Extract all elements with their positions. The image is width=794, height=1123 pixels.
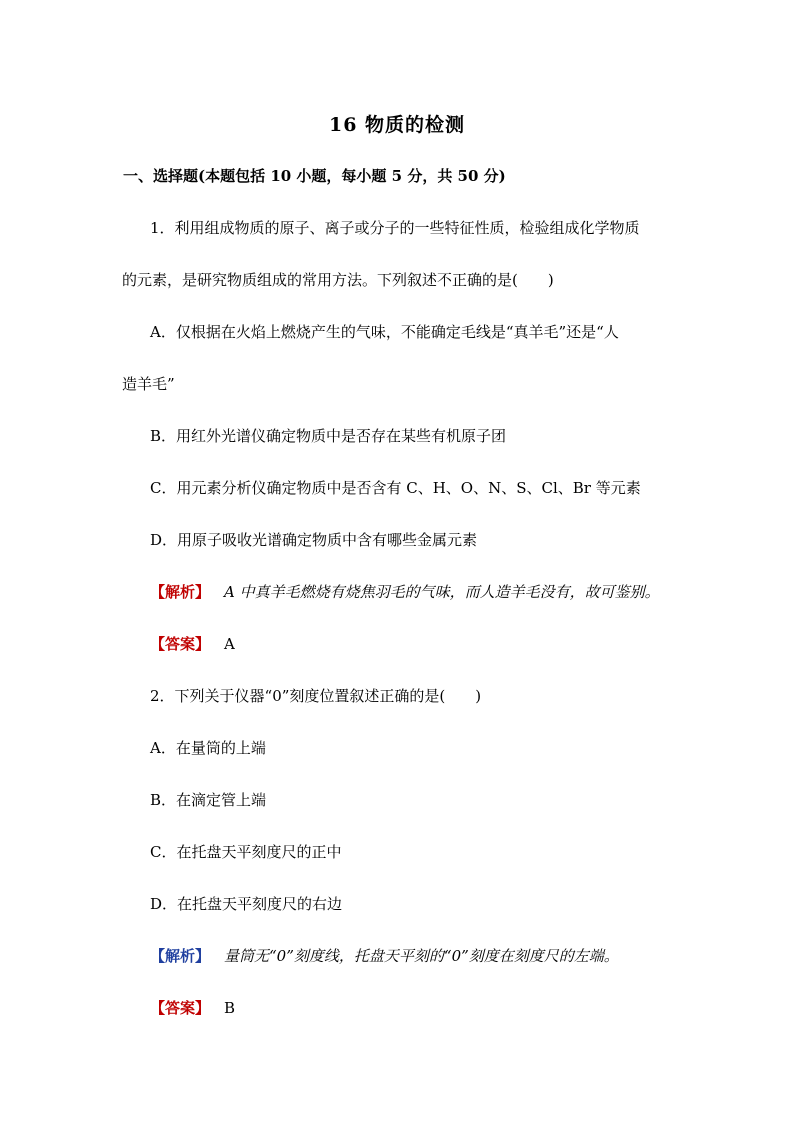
q2-analysis-text: 量筒无“0”刻度线，托盘天平刻的“0”刻度在刻度尺的左端。 bbox=[224, 947, 619, 965]
section-heading-line bbox=[123, 166, 506, 186]
q1-option-a-line2: 造羊毛” bbox=[122, 375, 175, 393]
q1-stem-line2: 的元素，是研究物质组成的常用方法。下列叙述不正确的是( ) bbox=[122, 271, 554, 289]
q1-analysis-label: 【解析】 bbox=[150, 583, 211, 601]
q2-analysis bbox=[150, 946, 619, 966]
q1-option-d: D．用原子吸收光谱确定物质中含有哪些金属元素 bbox=[150, 531, 478, 549]
q1-stem-line1: 1．利用组成物质的原子、离子或分子的一些特征性质，检验组成化学物质 bbox=[150, 219, 640, 237]
q2-answer-label: 【答案】 bbox=[150, 999, 211, 1017]
q2-analysis-label: 【解析】 bbox=[150, 947, 211, 965]
q1-option-b: B．用红外光谱仪确定物质中是否存在某些有机原子团 bbox=[150, 427, 507, 445]
q1-analysis bbox=[150, 582, 660, 602]
q2-option-d: D．在托盘天平刻度尺的右边 bbox=[150, 895, 343, 913]
q1-answer-text: A bbox=[224, 635, 235, 653]
q1-analysis-text: A 中真羊毛燃烧有烧焦羽毛的气味，而人造羊毛没有，故可鉴别。 bbox=[224, 583, 660, 601]
q1-option-c: C．用元素分析仪确定物质中是否含有 C、H、O、N、S、Cl、Br 等元素 bbox=[150, 479, 641, 497]
q1-answer bbox=[150, 634, 235, 654]
q1-option-a-line1: A．仅根据在火焰上燃烧产生的气味，不能确定毛线是“真羊毛”还是“人 bbox=[150, 323, 619, 341]
q2-stem: 2．下列关于仪器“0”刻度位置叙述正确的是( ) bbox=[150, 687, 482, 705]
q2-option-a: A．在量筒的上端 bbox=[150, 739, 266, 757]
section-note: (本题包括 10 小题，每小题 5 分，共 50 分) bbox=[198, 167, 506, 185]
page-title: 16 物质的检测 bbox=[328, 114, 466, 136]
section-heading: 一、选择题 bbox=[123, 167, 199, 185]
q2-answer-text: B bbox=[224, 999, 236, 1017]
q2-answer bbox=[150, 998, 235, 1018]
q1-answer-label: 【答案】 bbox=[150, 635, 211, 653]
q2-option-b: B．在滴定管上端 bbox=[150, 791, 267, 809]
q2-option-c: C．在托盘天平刻度尺的正中 bbox=[150, 843, 342, 861]
